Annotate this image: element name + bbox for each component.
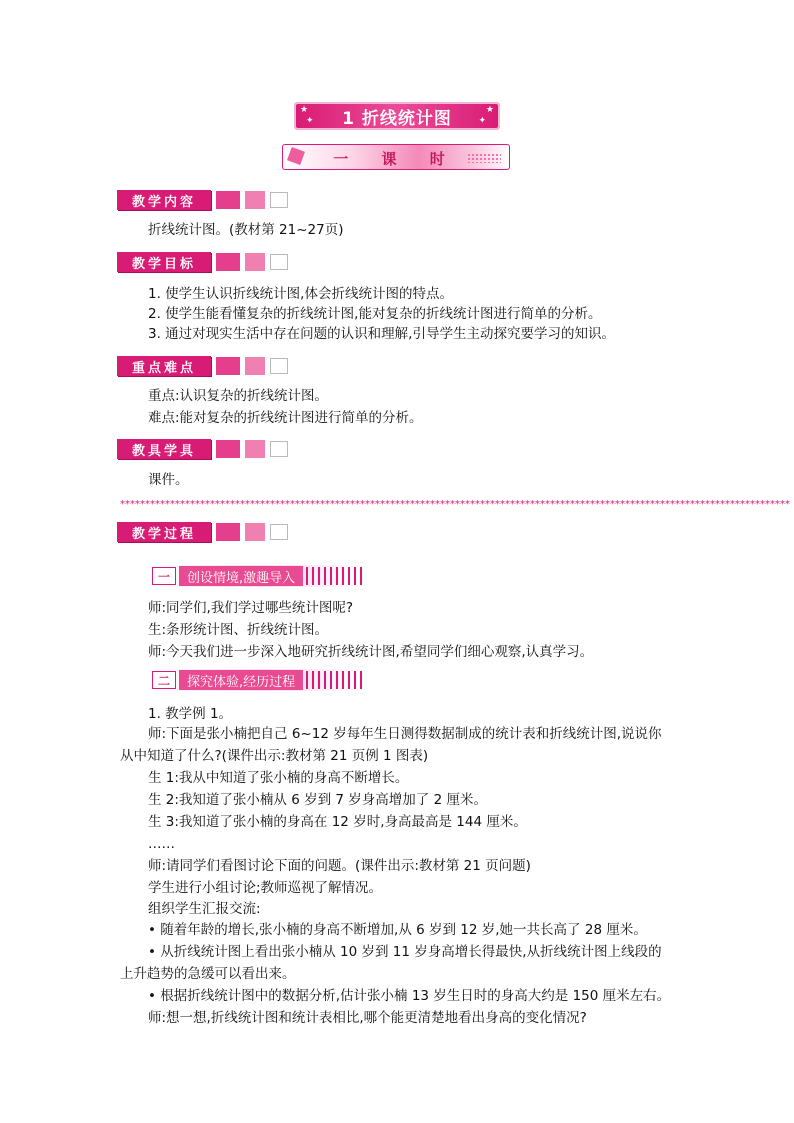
bullet-item-continuation: 上升趋势的急缓可以看出来。 [120,966,296,982]
section-title: 教学过程 [117,522,211,542]
square-decoration-icon [216,253,240,271]
step-number: 一 [152,567,176,585]
square-decoration-icon [216,357,240,375]
section-header-tools [117,438,288,460]
square-decoration-icon [270,441,288,457]
star-icon: ✦ [478,116,486,126]
square-decoration-icon [270,192,288,208]
paragraph-line: 生:条形统计图、折线统计图。 [148,622,329,638]
key-point-line: 重点:认识复杂的折线统计图。 [148,388,329,404]
star-icon: ✦ [306,116,314,126]
paragraph-line: 组织学生汇报交流: [148,901,261,917]
square-decoration-icon [270,358,288,374]
page-title: 1 折线统计图 [342,108,452,129]
section-header-goals [117,251,288,273]
bullet-item: • 根据折线统计图中的数据分析,估计张小楠 13 岁生日时的身高大约是 150 厘米左右。 [148,988,671,1004]
goal-item: 2. 使学生能看懂复杂的折线统计图,能对复杂的折线统计图进行简单的分析。 [148,306,602,322]
square-decoration-icon [245,357,265,375]
square-decoration-icon [270,254,288,270]
paragraph-line: 学生进行小组讨论;教师巡视了解情况。 [148,880,383,896]
section-header-process [117,521,288,543]
step-header-1 [150,565,364,587]
lesson-banner [282,144,510,170]
square-decoration-icon [245,191,265,209]
bullet-item: • 从折线统计图上看出张小楠从 10 岁到 11 岁身高增长得最快,从折线统计图上线段的 [148,944,662,960]
paragraph-line: 生 1:我从中知道了张小楠的身高不断增长。 [148,770,409,786]
paragraph-line: 师:请同学们看图讨论下面的问题。(课件出示:教材第 21 页问题) [148,858,531,874]
square-decoration-icon [245,440,265,458]
square-decoration-icon [216,440,240,458]
step-number: 二 [152,671,176,689]
bullet-item: • 随着年龄的增长,张小楠的身高不断增加,从 6 岁到 12 岁,她一共长高了 28 厘米。 [148,922,647,938]
content-text: 折线统计图。(教材第 21~27页) [148,222,344,238]
square-decoration-icon [270,524,288,540]
tools-text: 课件。 [148,472,189,488]
paragraph-line: 师:想一想,折线统计图和统计表相比,哪个能更清楚地看出身高的变化情况? [148,1010,587,1026]
square-decoration-icon [216,523,240,541]
star-separator: ************************************************************************************************************************************** [120,499,790,510]
step-title: 探究体验,经历过程 [179,670,303,690]
lesson-label: 一 课 时 [333,150,459,168]
section-header-key-points [117,355,288,377]
paragraph-line: 师:同学们,我们学过哪些统计图呢? [148,600,354,616]
stripe-decoration [306,671,364,689]
section-header-content [117,189,288,211]
paragraph-line: 师:今天我们进一步深入地研究折线统计图,希望同学们细心观察,认真学习。 [148,644,594,660]
star-icon: ★ [485,105,494,115]
section-title: 重点难点 [117,356,211,376]
paragraph-line: 生 2:我知道了张小楠从 6 岁到 7 岁身高增加了 2 厘米。 [148,792,487,808]
paragraph-line: 从中知道了什么?(课件出示:教材第 21 页例 1 图表) [120,748,429,764]
paragraph-line: 1. 教学例 1。 [148,706,233,722]
square-decoration-icon [245,523,265,541]
square-decoration-icon [245,253,265,271]
square-decoration-icon [216,191,240,209]
goal-item: 3. 通过对现实生活中存在问题的认识和理解,引导学生主动探究要学习的知识。 [148,326,615,342]
difficulty-line: 难点:能对复杂的折线统计图进行简单的分析。 [148,410,423,426]
step-title: 创设情境,激趣导入 [179,566,303,586]
paragraph-line: 师:下面是张小楠把自己 6~12 岁每年生日测得数据制成的统计表和折线统计图,说说你 [148,726,662,742]
section-title: 教学内容 [117,190,211,210]
paragraph-line: 生 3:我知道了张小楠的身高在 12 岁时,身高最高是 144 厘米。 [148,814,527,830]
step-header-2 [150,669,364,691]
star-icon: ★ [300,105,309,115]
paragraph-line: …… [148,836,175,852]
section-title: 教具学具 [117,439,211,459]
goal-item: 1. 使学生认识折线统计图,体会折线统计图的特点。 [148,286,453,302]
stripe-decoration [306,567,364,585]
title-banner [294,102,500,130]
section-title: 教学目标 [117,252,211,272]
